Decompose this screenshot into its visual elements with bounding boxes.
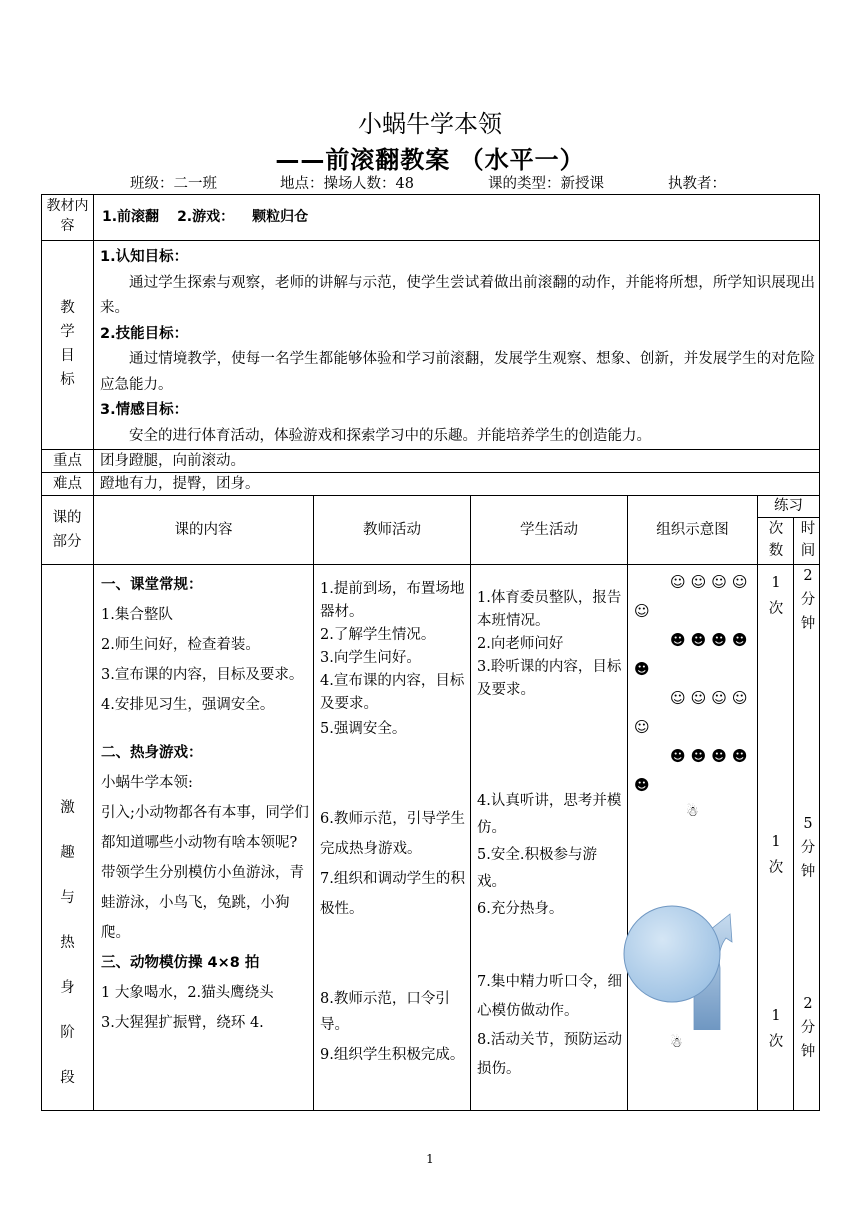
content-text: 1.前滚翻 2.游戏： 颗粒归仓 — [102, 209, 309, 225]
student-row-3: ☺☺☺☺ — [670, 689, 753, 707]
header-org: 组织示意图 — [656, 522, 729, 538]
practice-duration-1: 2 分钟 — [800, 568, 816, 632]
teacher-icon-2: ☃ — [670, 1035, 683, 1051]
goal-emotion-title: 3.情感目标： — [100, 402, 189, 418]
header-practice: 练习 — [774, 498, 803, 514]
goals-label: 教 学 目 标 — [60, 300, 75, 388]
goal-skill-text: 通过情境教学，使每一名学生都能够体验和学习前滚翻，发展学生观察、想象、创新，并发展学生的对危险应急能力。 — [100, 351, 815, 393]
student-row-3-extra: ☺ — [634, 718, 650, 736]
student-row-4-extra: ☻ — [634, 776, 650, 794]
section-student-3: 7.集中精力听口令，细心模仿做动作。 8.活动关节，预防运动损伤。 — [477, 974, 622, 1077]
section-student-2: 4.认真听讲，思考并模仿。 5.安全.积极参与游戏。 6.充分热身。 — [477, 793, 622, 917]
info-teacher: 执教者： — [668, 176, 726, 192]
difficulty-label: 难点 — [53, 476, 82, 492]
content-label: 教材内容 — [46, 198, 89, 234]
student-row-1-extra: ☺ — [634, 602, 650, 620]
student-row-4: ☻☻☻☻ — [670, 747, 753, 765]
section-student-1: 1.体育委员整队，报告本班情况。 2.向老师问好 3.聆听课的内容，目标及要求。 — [477, 590, 622, 698]
page-subtitle: ——前滚翻教案 （水平一） — [275, 146, 585, 174]
header-student: 学生活动 — [520, 522, 578, 538]
practice-times-3: 1 次 — [768, 1008, 784, 1050]
section-teacher-3: 8.教师示范，口令引导。 9.组织学生积极完成。 — [320, 991, 465, 1063]
header-teacher: 教师活动 — [363, 522, 421, 538]
practice-duration-2: 5 分钟 — [800, 816, 816, 880]
header-content: 课的内容 — [174, 522, 233, 538]
student-row-1: ☺☺☺☺ — [670, 573, 753, 591]
goal-cognitive-text: 通过学生探索与观察，老师的讲解与示范，使学生尝试着做出前滚翻的动作，并能将所想，所学知识展现出来。 — [100, 274, 815, 316]
difficulty-text: 蹬地有力，提臀，团身。 — [100, 476, 260, 492]
section-part-label: 激 趣 与 热 身 阶 段 — [60, 800, 75, 1086]
header-duration: 时间 — [800, 521, 816, 559]
section-content: 一、课堂常规： 1.集合整队 2.师生问好，检查着装。 3.宣布课的内容，目标及要求。 4.安排见习生，强调安全。 二、热身游戏： 小蜗牛学本领: 引入;小动物都各有本事，同学们都知道哪些小动物有啥本领呢? 带领学生分别模仿小鱼游泳，青蛙游泳，小鸟飞，兔跳，小狗爬。 三、动物模仿操 4×8 拍 1 大象喝水，2.猫头鹰绕头 3.大猩猩扩振臂，绕环 4. — [101, 577, 309, 1031]
goal-skill-title: 2.技能目标： — [100, 325, 189, 342]
circle-shape — [624, 906, 720, 1002]
practice-duration-3: 2 分钟 — [800, 996, 816, 1060]
info-type: 课的类型：新授课 — [488, 176, 604, 192]
goal-cognitive-title: 1.认知目标： — [100, 249, 189, 265]
page-number: 1 — [426, 1152, 434, 1166]
header-times: 次数 — [768, 521, 784, 559]
header-part: 课的部分 — [52, 510, 82, 550]
circle-formation-diagram — [622, 890, 752, 1030]
section-teacher-2: 6.教师示范，引导学生完成热身游戏。 7.组织和调动学生的积极性。 — [320, 811, 465, 917]
teacher-icon: ☃ — [686, 804, 699, 820]
info-class: 班级：二一班 — [130, 176, 217, 192]
practice-times-2: 1 次 — [768, 834, 784, 876]
section-teacher-1: 1.提前到场，布置场地器材。 2.了解学生情况。 3.向学生问好。 4.宣布课的内容，目标及要求。 5.强调安全。 — [320, 581, 465, 737]
goal-emotion-text: 安全的进行体育活动，体验游戏和探索学习中的乐趣。并能培养学生的创造能力。 — [129, 427, 651, 444]
student-row-2: ☻☻☻☻ — [670, 631, 753, 649]
info-place: 地点：操场 — [280, 176, 353, 192]
key-text: 团身蹬腿，向前滚动。 — [100, 453, 245, 469]
key-label: 重点 — [53, 453, 82, 469]
student-row-2-extra: ☻ — [634, 660, 650, 678]
info-count: 人数：48 — [352, 176, 414, 192]
page-title: 小蜗牛学本领 — [358, 110, 502, 138]
practice-times-1: 1 次 — [768, 575, 784, 617]
goals-text — [100, 245, 815, 449]
